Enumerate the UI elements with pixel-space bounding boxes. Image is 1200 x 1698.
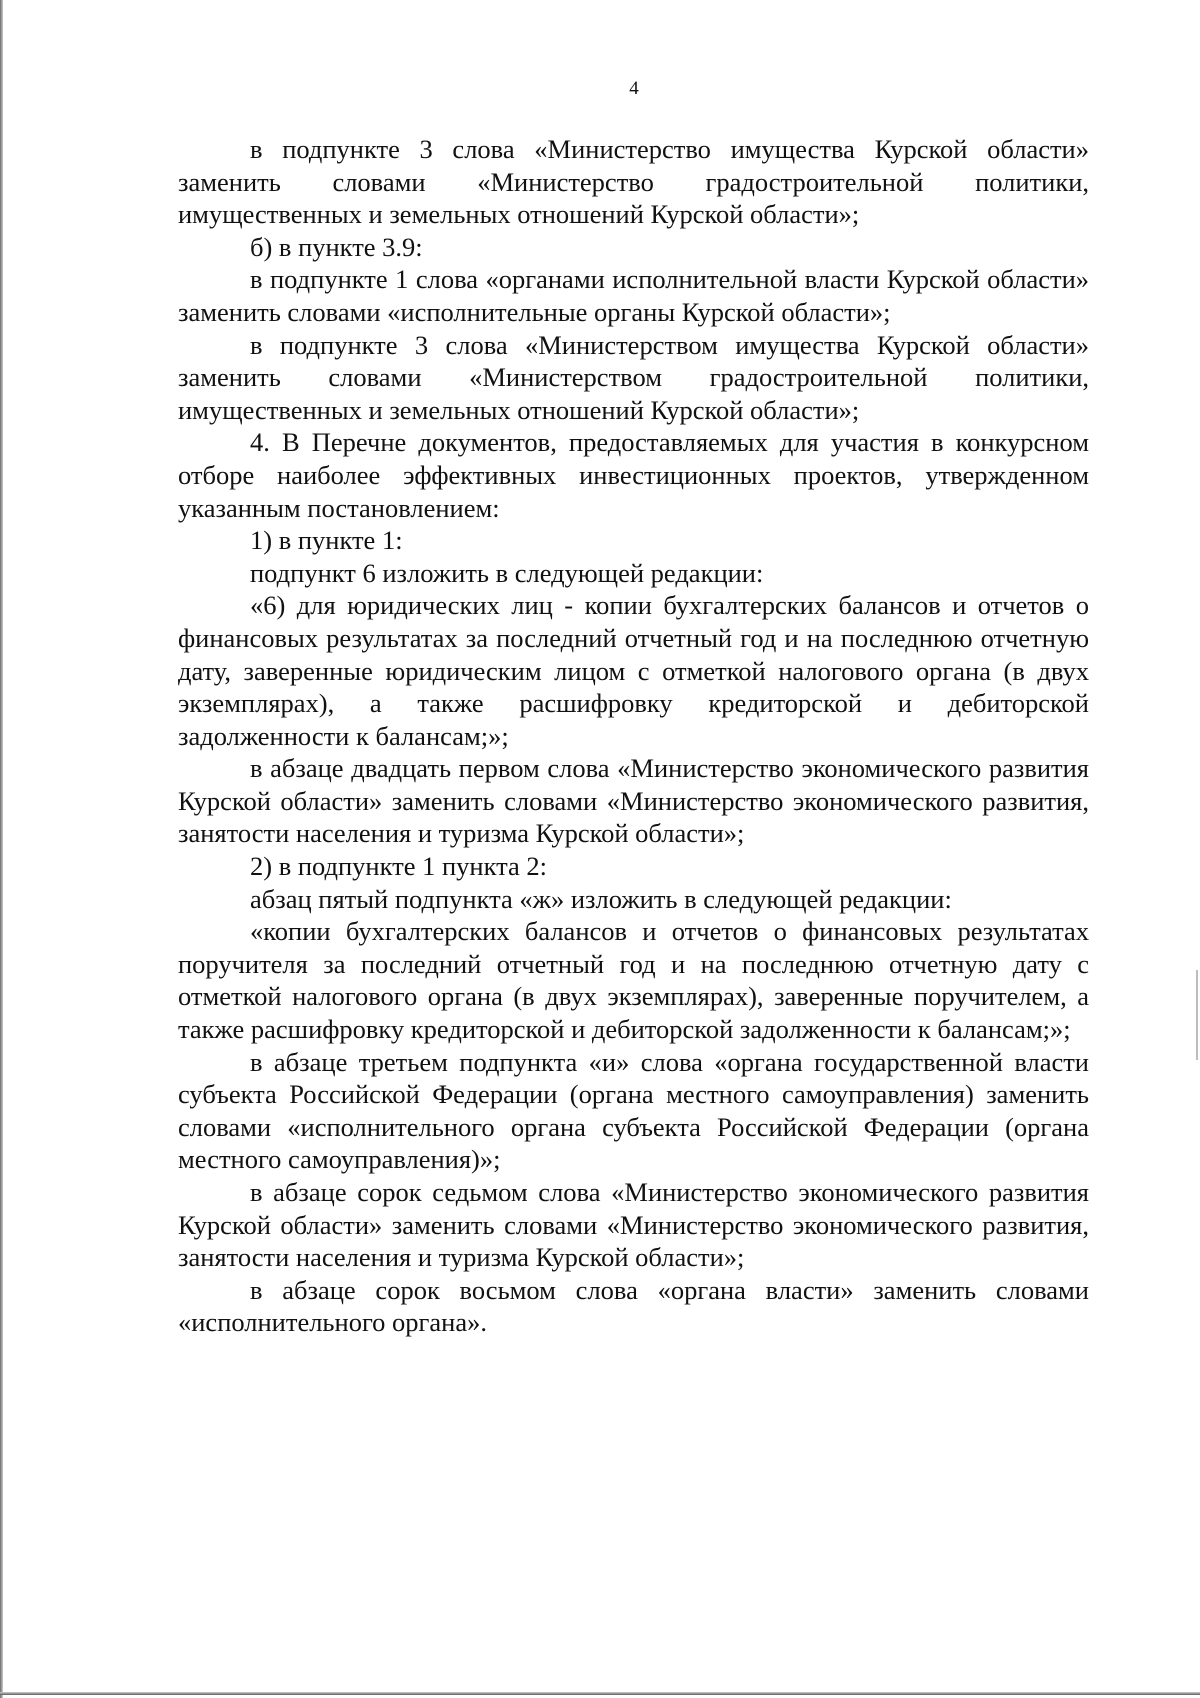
paragraph-1: в подпункте 3 слова «Министерство имущества Курской области» заменить словами «Министерство градостроительной политики, имущественных и земельных отношений Курской области»; (178, 134, 1089, 230)
paragraph-5: 4. В Перечне документов, предоставляемых для участия в конкурсном отборе наиболее эффективных инвестиционных проектов, утвержденном указанным постановлением: (178, 427, 1089, 523)
paragraph-13: в абзаце третьем подпункта «и» слова «органа государственной власти субъекта Российской Федерации (органа местного самоуправления) заменить словами «исполнительного органа субъекта Российской Федерации (органа местного самоуправления)»; (178, 1046, 1089, 1175)
scan-bottom-edge (0, 1692, 1200, 1695)
paragraph-3: в подпункте 1 слова «органами исполнительной власти Курской области» заменить словами «исполнительные органы Курской области»; (178, 264, 1089, 327)
paragraph-14: в абзаце сорок седьмом слова «Министерство экономического развития Курской области» заменить словами «Министерство экономического развития, занятости населения и туризма Курской области»; (178, 1177, 1089, 1273)
paragraph-7: подпункт 6 изложить в следующей редакции: (250, 557, 764, 588)
paragraph-9: в абзаце двадцать первом слова «Министерство экономического развития Курской области» заменить словами «Министерство экономического развития, занятости населения и туризма Курской области»; (178, 753, 1089, 849)
paragraph-15: в абзаце сорок восьмом слова «органа власти» заменить словами «исполнительного органа». (178, 1274, 1089, 1338)
paragraph-11: абзац пятый подпункта «ж» изложить в следующей редакции: (250, 883, 952, 914)
page-number: 4 (629, 78, 639, 99)
scan-left-edge (0, 0, 3, 1698)
paragraph-2: б) в пункте 3.9: (250, 231, 423, 262)
paragraph-6: 1) в пункте 1: (250, 525, 403, 556)
scan-right-mark (1196, 970, 1198, 1060)
paragraph-8: «6) для юридических лиц - копии бухгалтерских балансов и отчетов о финансовых результатах за последний отчетный год и на последнюю отчетную дату, заверенные юридическим лицом с отметкой налогового органа (в двух экземплярах), а также расшифровку кредиторской и дебиторской задолженности к балансам;»; (178, 590, 1089, 751)
paragraph-4: в подпункте 3 слова «Министерством имущества Курской области» заменить словами «Министерством градостроительной политики, имущественных и земельных отношений Курской области»; (178, 329, 1089, 425)
paragraph-10: 2) в подпункте 1 пункта 2: (250, 851, 548, 882)
paragraph-12: «копии бухгалтерских балансов и отчетов о финансовых результатах поручителя за последний отчетный год и на последнюю отчетную дату с отметкой налогового органа (в двух экземплярах), заверенные поручителем, а также расшифровку кредиторской и дебиторской задолженности к балансам;»; (178, 916, 1089, 1045)
document-body (178, 133, 1089, 1339)
